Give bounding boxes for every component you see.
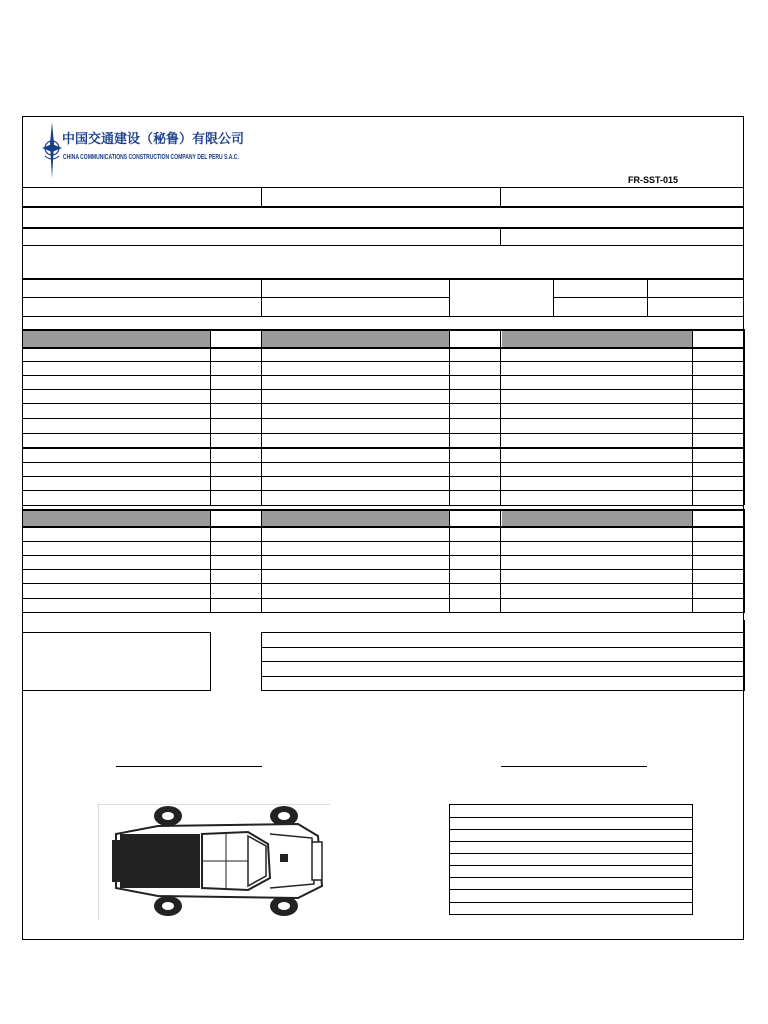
grid-line	[500, 509, 501, 613]
grid-line	[22, 433, 744, 434]
grid-line	[22, 206, 744, 208]
grid-line	[449, 278, 450, 317]
grid-line	[692, 329, 693, 505]
grid-line	[500, 187, 501, 207]
grid-line	[22, 297, 450, 298]
grid-line	[261, 690, 745, 691]
grid-line	[261, 632, 262, 691]
grid-line	[449, 853, 693, 854]
grid-line	[22, 316, 744, 317]
vehicle-top-view-diagram[interactable]	[98, 804, 330, 920]
grid-line	[744, 509, 745, 613]
grid-line	[210, 509, 211, 613]
company-name-cn: 中国交通建设（秘鲁）有限公司	[62, 132, 245, 147]
grid-line	[261, 676, 745, 677]
grid-line	[449, 865, 693, 866]
company-logo	[42, 122, 245, 178]
grid-line	[261, 661, 745, 662]
grid-line	[22, 569, 744, 570]
grid-line	[22, 541, 744, 542]
grid-line	[449, 804, 693, 805]
grid-line	[22, 598, 744, 599]
grid-line	[261, 187, 262, 207]
grid-line	[22, 583, 744, 584]
grid-line	[553, 278, 554, 317]
grid-line	[22, 329, 23, 505]
section-header-cell	[262, 331, 449, 347]
grid-line	[22, 187, 744, 188]
grid-line	[22, 403, 744, 404]
section-header-cell	[502, 331, 692, 347]
grid-line	[261, 278, 262, 317]
signature-line-left[interactable]	[116, 766, 262, 767]
form-code: FR-SST-015	[628, 175, 679, 185]
signature-line-right[interactable]	[501, 766, 647, 767]
company-name-en: CHINA COMMUNICATIONS CONSTRUCTION COMPANY DEL PERU S.A.C.	[63, 154, 239, 161]
grid-line	[553, 297, 744, 298]
notes-box[interactable]	[22, 632, 211, 691]
section-header-cell	[262, 511, 449, 526]
grid-line	[449, 914, 693, 915]
grid-line	[449, 329, 450, 505]
grid-line	[261, 329, 262, 505]
grid-line	[22, 462, 744, 463]
grid-line	[22, 505, 744, 506]
grid-line	[22, 227, 744, 229]
compass-star-logo-icon	[42, 122, 62, 178]
grid-line	[500, 227, 501, 246]
grid-line	[449, 877, 693, 878]
grid-line	[22, 361, 744, 362]
grid-line	[22, 509, 23, 613]
grid-line	[22, 447, 744, 449]
grid-line	[22, 612, 744, 613]
grid-line	[22, 389, 744, 390]
grid-line	[261, 647, 745, 648]
grid-line	[22, 418, 744, 419]
grid-line	[449, 804, 450, 915]
grid-line	[22, 476, 744, 477]
grid-line	[692, 804, 693, 915]
grid-line	[261, 509, 262, 613]
grid-line	[449, 902, 693, 903]
grid-line	[449, 817, 693, 818]
grid-line	[449, 841, 693, 842]
section-header-cell	[23, 511, 210, 526]
grid-line	[22, 375, 744, 376]
grid-line	[744, 329, 745, 505]
grid-line	[449, 509, 450, 613]
section-header-cell	[23, 331, 210, 347]
grid-line	[261, 632, 745, 633]
grid-line	[22, 278, 744, 280]
grid-line	[449, 889, 693, 890]
grid-line	[500, 329, 501, 505]
grid-line	[647, 278, 648, 317]
section-header-cell	[502, 511, 692, 526]
grid-line	[22, 347, 744, 349]
grid-line	[22, 555, 744, 556]
grid-line	[22, 245, 744, 246]
grid-line	[210, 329, 211, 505]
vehicle-diagram-icon	[98, 804, 330, 920]
grid-line	[22, 490, 744, 491]
grid-line	[744, 620, 745, 691]
grid-line	[449, 829, 693, 830]
grid-line	[22, 526, 744, 528]
grid-line	[692, 509, 693, 613]
